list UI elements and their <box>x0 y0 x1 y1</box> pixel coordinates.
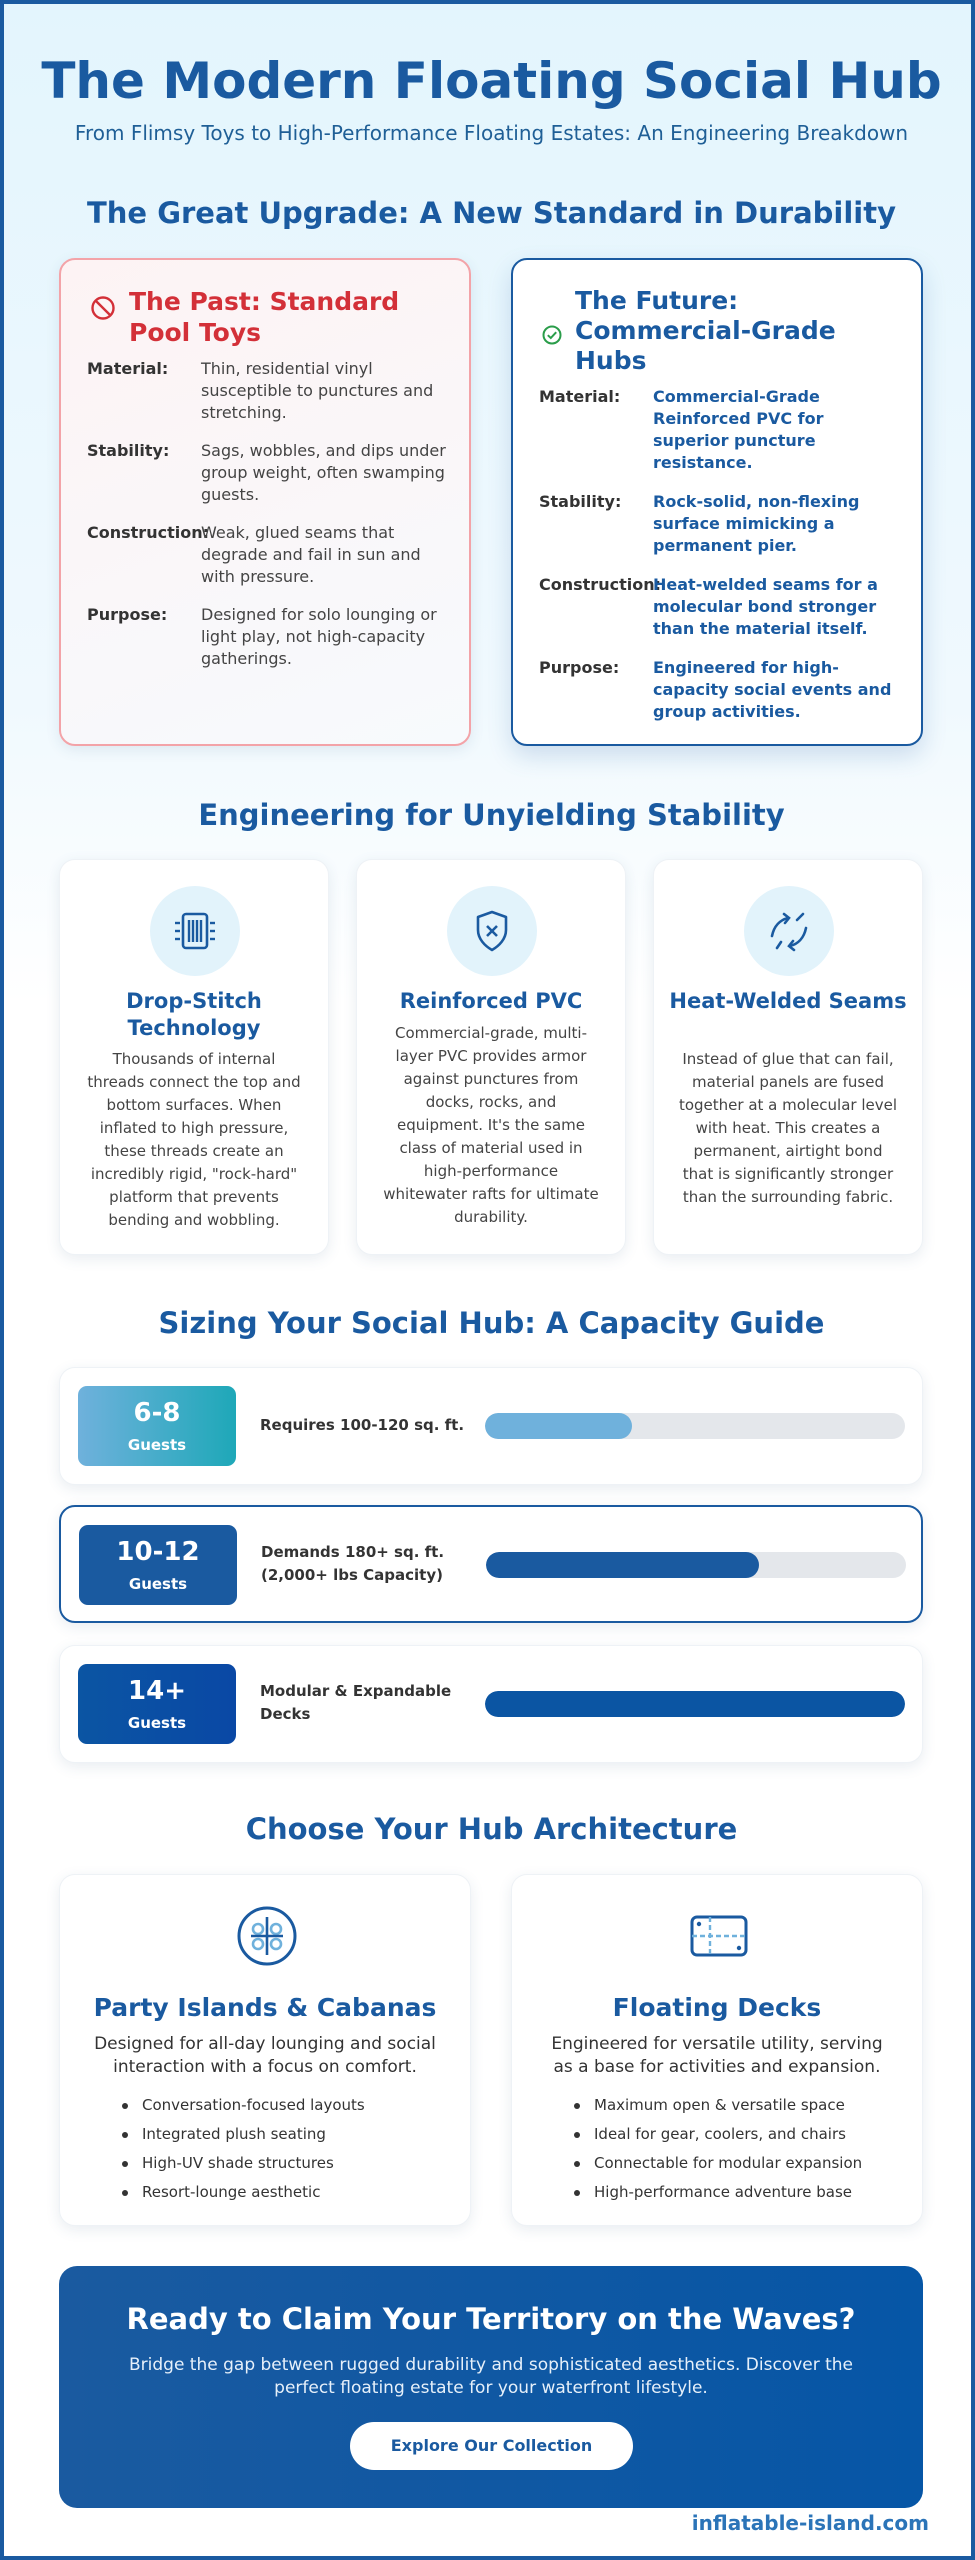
capacity-requirement: Modular & Expandable Decks <box>260 1682 452 1723</box>
future-row-material <box>539 386 903 474</box>
arch-title: Floating Decks <box>612 1993 822 2022</box>
capacity-badge <box>78 1386 236 1466</box>
explore-collection-button[interactable]: Explore Our Collection <box>350 2422 633 2470</box>
capacity-bar-fill <box>485 1413 632 1439</box>
list-item: High-performance adventure base <box>572 2178 902 2207</box>
capacity-count: 14+ <box>128 1676 186 1706</box>
row-value: Rock-solid, non-flexing surface mimicking a permanent pier. <box>653 492 860 555</box>
section-title-architecture: Choose Your Hub Architecture <box>245 1812 738 1846</box>
tech-description: Instead of glue that can fail, material panels are fused together at a molecular level with heat. This creates a permanent, airtight bond that is significantly stronger than the surrounding fabric. <box>678 1050 898 1206</box>
tech-card-drop-stitch <box>59 859 329 1255</box>
past-row-purpose <box>87 604 451 670</box>
list-item: Conversation-focused layouts <box>120 2091 450 2120</box>
capacity-bar <box>485 1691 905 1717</box>
tech-card-heat-welded <box>653 859 923 1255</box>
tech-description: Thousands of internal threads connect the top and bottom surfaces. When inflated to high pressure, these threads create an incredibly rigid, "rock-hard" platform that prevents bending and wobbling. <box>87 1050 301 1229</box>
cta-description: Bridge the gap between rugged durability and sophisticated aesthetics. Discover the perfect floating estate for your waterfront lifestyle. <box>128 2355 854 2398</box>
capacity-bar <box>486 1552 906 1578</box>
row-label: Material: <box>87 359 169 378</box>
cta-title: Ready to Claim Your Territory on the Waves? <box>126 2302 856 2336</box>
tech-title: Reinforced PVC <box>399 989 583 1013</box>
future-row-construction <box>539 574 903 640</box>
capacity-bar-fill <box>485 1691 905 1717</box>
capacity-tier-medium <box>59 1505 923 1623</box>
floating-deck-icon <box>688 1905 750 1967</box>
row-value: Commercial-Grade Reinforced PVC for superior puncture resistance. <box>653 387 824 472</box>
tech-description: Commercial-grade, multi-layer PVC provides armor against punctures from docks, rocks, and equipment. It's the same class of material used in high-performance whitewater rafts for ultimate durability. <box>383 1024 599 1226</box>
capacity-badge <box>78 1664 236 1744</box>
prohibited-icon <box>89 294 117 322</box>
cta-banner <box>59 2266 923 2508</box>
tech-title: Drop-Stitch Technology <box>126 989 262 1040</box>
row-value: Thin, residential vinyl susceptible to punctures and stretching. <box>201 359 434 422</box>
past-row-stability <box>87 440 451 506</box>
page-title: The Modern Floating Social Hub <box>41 52 942 110</box>
future-row-purpose <box>539 657 903 723</box>
capacity-unit: Guests <box>127 1714 187 1732</box>
list-item: Connectable for modular expansion <box>572 2149 902 2178</box>
list-item: Maximum open & versatile space <box>572 2091 902 2120</box>
weld-arrows-icon <box>744 886 834 976</box>
row-label: Purpose: <box>539 658 620 677</box>
arch-title: Party Islands & Cabanas <box>93 1993 437 2022</box>
past-comparison-card <box>59 258 471 746</box>
capacity-requirement: Requires 100-120 sq. ft. <box>260 1416 465 1434</box>
arch-feature-list <box>120 2091 450 2207</box>
list-item: Resort-lounge aesthetic <box>120 2178 450 2207</box>
future-comparison-card <box>511 258 923 746</box>
row-value: Weak, glued seams that degrade and fail in sun and with pressure. <box>201 523 421 586</box>
past-row-material <box>87 358 451 424</box>
capacity-unit: Guests <box>128 1575 188 1593</box>
list-item: High-UV shade structures <box>120 2149 450 2178</box>
section-title-capacity: Sizing Your Social Hub: A Capacity Guide <box>158 1306 825 1340</box>
past-row-construction <box>87 522 451 588</box>
shield-x-icon <box>447 886 537 976</box>
check-circle-icon <box>541 324 563 346</box>
section-title-upgrade: The Great Upgrade: A New Standard in Durability <box>87 196 896 230</box>
drop-stitch-panel-icon <box>150 886 240 976</box>
tech-title: Heat-Welded Seams <box>669 989 907 1013</box>
section-title-engineering: Engineering for Unyielding Stability <box>198 798 785 832</box>
row-label: Construction: <box>87 523 209 542</box>
arch-card-party-islands <box>59 1874 471 2226</box>
arch-description: Engineered for versatile utility, serving as a base for activities and expansion. <box>551 2034 883 2077</box>
capacity-bar-fill <box>486 1552 759 1578</box>
tech-card-reinforced-pvc <box>356 859 626 1255</box>
page-subtitle: From Flimsy Toys to High-Performance Floating Estates: An Engineering Breakdown <box>74 121 909 145</box>
capacity-unit: Guests <box>127 1436 187 1454</box>
row-label: Stability: <box>539 492 622 511</box>
row-value: Designed for solo lounging or light play, not high-capacity gatherings. <box>201 605 437 668</box>
row-label: Construction: <box>539 575 661 594</box>
arch-feature-list <box>572 2091 902 2207</box>
capacity-tier-small <box>59 1367 923 1485</box>
row-value: Heat-welded seams for a molecular bond stronger than the material itself. <box>653 575 878 638</box>
capacity-tier-large <box>59 1645 923 1763</box>
capacity-count: 10-12 <box>116 1537 200 1567</box>
website-link[interactable]: inflatable-island.com <box>691 2511 929 2535</box>
list-item: Ideal for gear, coolers, and chairs <box>572 2120 902 2149</box>
arch-description: Designed for all-day lounging and social interaction with a focus on comfort. <box>94 2034 436 2077</box>
row-value: Sags, wobbles, and dips under group weight, often swamping guests. <box>201 441 446 504</box>
future-row-stability <box>539 491 903 557</box>
future-card-title: The Future: Commercial-Grade Hubs <box>575 286 836 375</box>
row-label: Stability: <box>87 441 170 460</box>
capacity-requirement: Demands 180+ sq. ft. (2,000+ lbs Capacity) <box>261 1543 445 1584</box>
capacity-bar <box>485 1413 905 1439</box>
capacity-badge <box>79 1525 237 1605</box>
list-item: Integrated plush seating <box>120 2120 450 2149</box>
party-island-icon <box>236 1905 298 1967</box>
row-value: Engineered for high-capacity social events and group activities. <box>653 658 892 721</box>
row-label: Material: <box>539 387 621 406</box>
row-label: Purpose: <box>87 605 168 624</box>
arch-card-floating-decks <box>511 1874 923 2226</box>
capacity-count: 6-8 <box>133 1398 181 1428</box>
past-card-title: The Past: Standard Pool Toys <box>129 287 400 347</box>
